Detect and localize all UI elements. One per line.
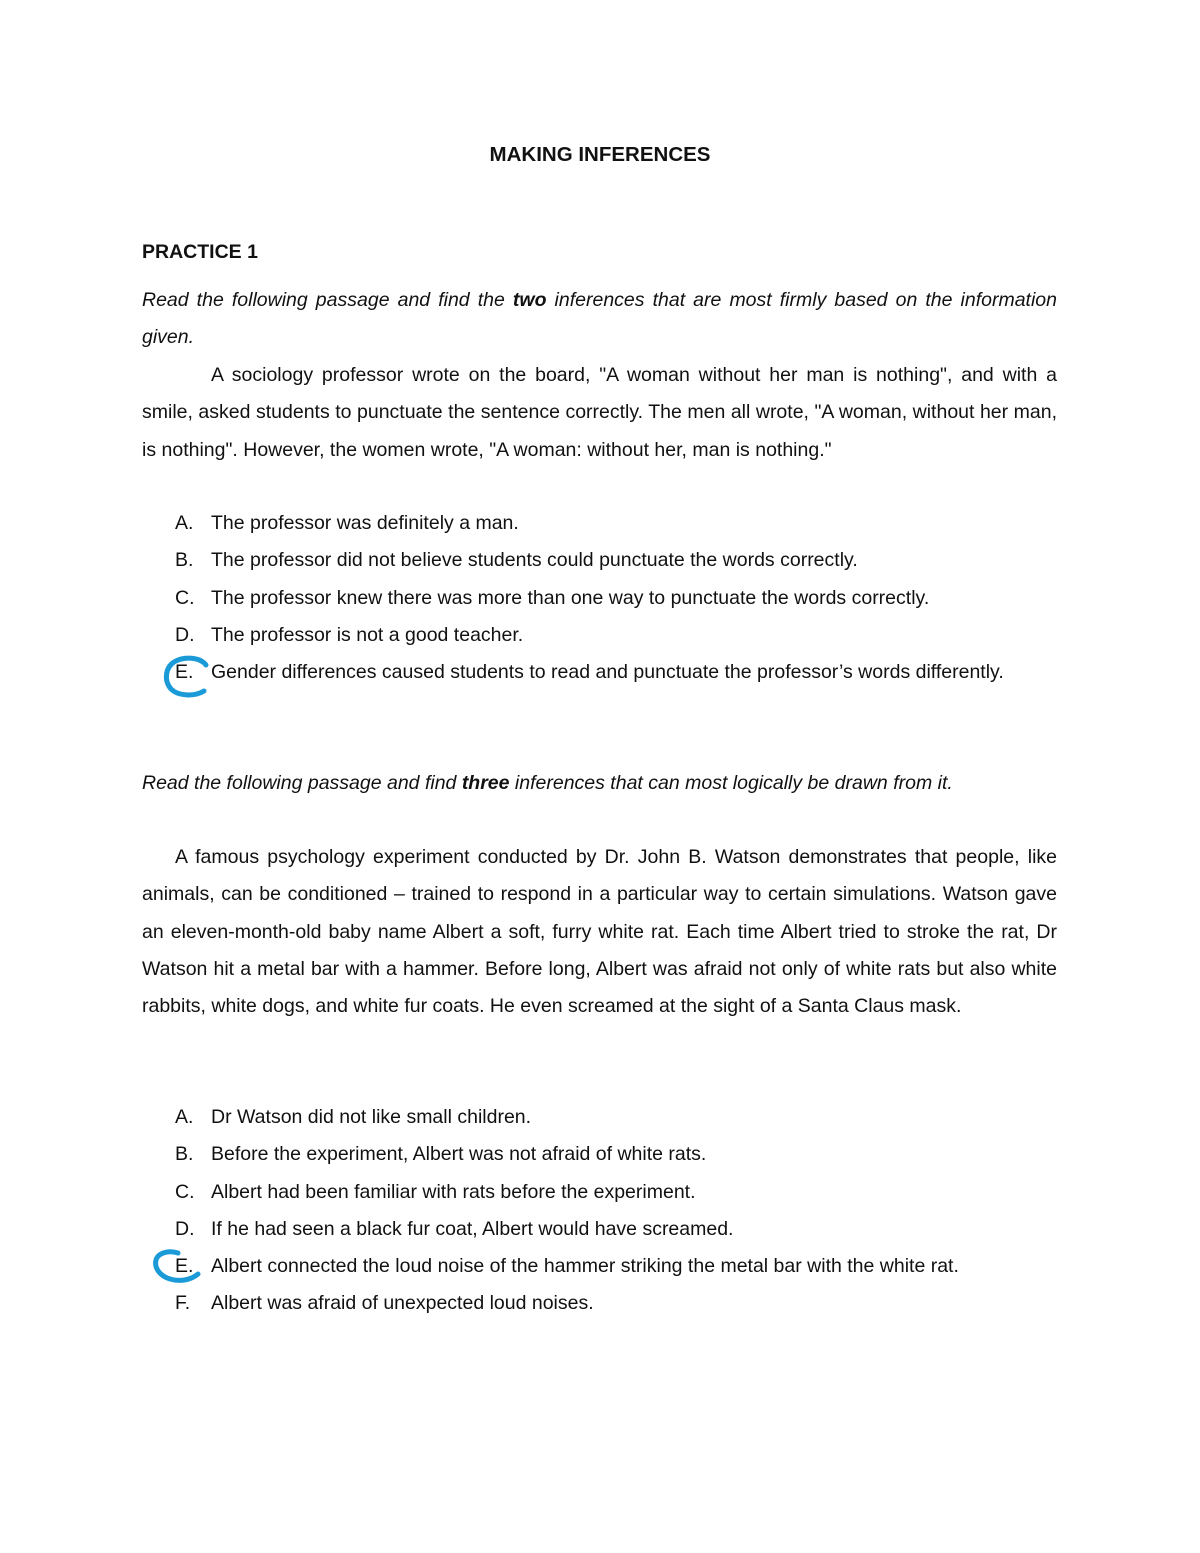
option-letter: E. (175, 1255, 194, 1278)
option-text: The professor was definitely a man. (211, 512, 519, 534)
instruction-text-before: Read the following passage and find the (142, 289, 513, 311)
list-item (142, 1174, 1057, 1211)
option-letter: A. (175, 512, 194, 534)
page-title: MAKING INFERENCES (489, 143, 711, 166)
option-text: The professor is not a good teacher. (211, 623, 524, 646)
option-letter: A. (175, 1106, 194, 1128)
option-text: Before the experiment, Albert was not afraid of white rats. (211, 1143, 707, 1166)
instruction-text-after: inferences that can most logically be drawn from it. (509, 772, 953, 794)
instruction-text-after: inferences that are most firmly based on the information given. (142, 289, 1057, 349)
list-item (142, 1248, 1057, 1285)
list-item (142, 1136, 1057, 1173)
option-letter: D. (175, 623, 195, 646)
option-text: The professor knew there was more than one way to punctuate the words correctly. (211, 586, 930, 609)
option-letter: B. (175, 1143, 194, 1166)
list-item (142, 617, 1057, 654)
list-item (142, 654, 1057, 691)
instruction-emphasis: two (512, 289, 547, 311)
section-heading: PRACTICE 1 (142, 241, 258, 263)
instruction-emphasis: three (461, 772, 510, 794)
list-item (142, 1099, 1057, 1136)
exercise2-options (142, 1099, 1057, 1323)
list-item (142, 580, 1057, 617)
exercise1-options (142, 505, 1057, 691)
option-text: If he had seen a black fur coat, Albert would have screamed. (211, 1217, 734, 1240)
list-item (142, 505, 1057, 542)
option-text: Albert connected the loud noise of the hammer striking the metal bar with the white rat. (211, 1255, 959, 1278)
list-item (142, 542, 1057, 579)
exercise1-instruction (142, 282, 1057, 357)
option-text: Gender differences caused students to read and punctuate the professor’s words differently. (211, 661, 1004, 684)
exercise2-instruction (142, 765, 1057, 802)
option-letter: F. (175, 1292, 191, 1315)
option-text: Dr Watson did not like small children. (211, 1106, 532, 1128)
list-item (142, 1211, 1057, 1248)
option-letter: C. (175, 586, 195, 609)
option-letter: D. (175, 1217, 195, 1240)
exercise1-passage: A sociology professor wrote on the board, "A woman without her man is nothing", and with a smile, asked students to punctuate the sentence correctly. The men all wrote, "A woman, without her man, is nothing". However, the women wrote, "A woman: without her, man is nothing." (142, 364, 1057, 461)
instruction-text-before: Read the following passage and find (142, 772, 462, 794)
list-item (142, 1285, 1057, 1322)
option-text: Albert was afraid of unexpected loud noises. (211, 1292, 594, 1315)
option-text: The professor did not believe students could punctuate the words correctly. (211, 549, 858, 572)
option-letter: E. (175, 661, 194, 684)
exercise2-passage: A famous psychology experiment conducted by Dr. John B. Watson demonstrates that people, like animals, can be conditioned – trained to respond in a particular way to certain simulations. Watson gave an eleven-month-old baby name Albert a soft, furry white rat. Each time Albert tried to stroke the rat, Dr Watson hit a metal bar with a hammer. Before long, Albert was afraid not only of white rats but also white rabbits, white dogs, and white fur coats. He even screamed at the sight of a Santa Claus mask. (142, 846, 1057, 1018)
option-letter: C. (175, 1180, 195, 1203)
option-letter: B. (175, 549, 194, 572)
option-text: Albert had been familiar with rats before the experiment. (211, 1180, 696, 1203)
